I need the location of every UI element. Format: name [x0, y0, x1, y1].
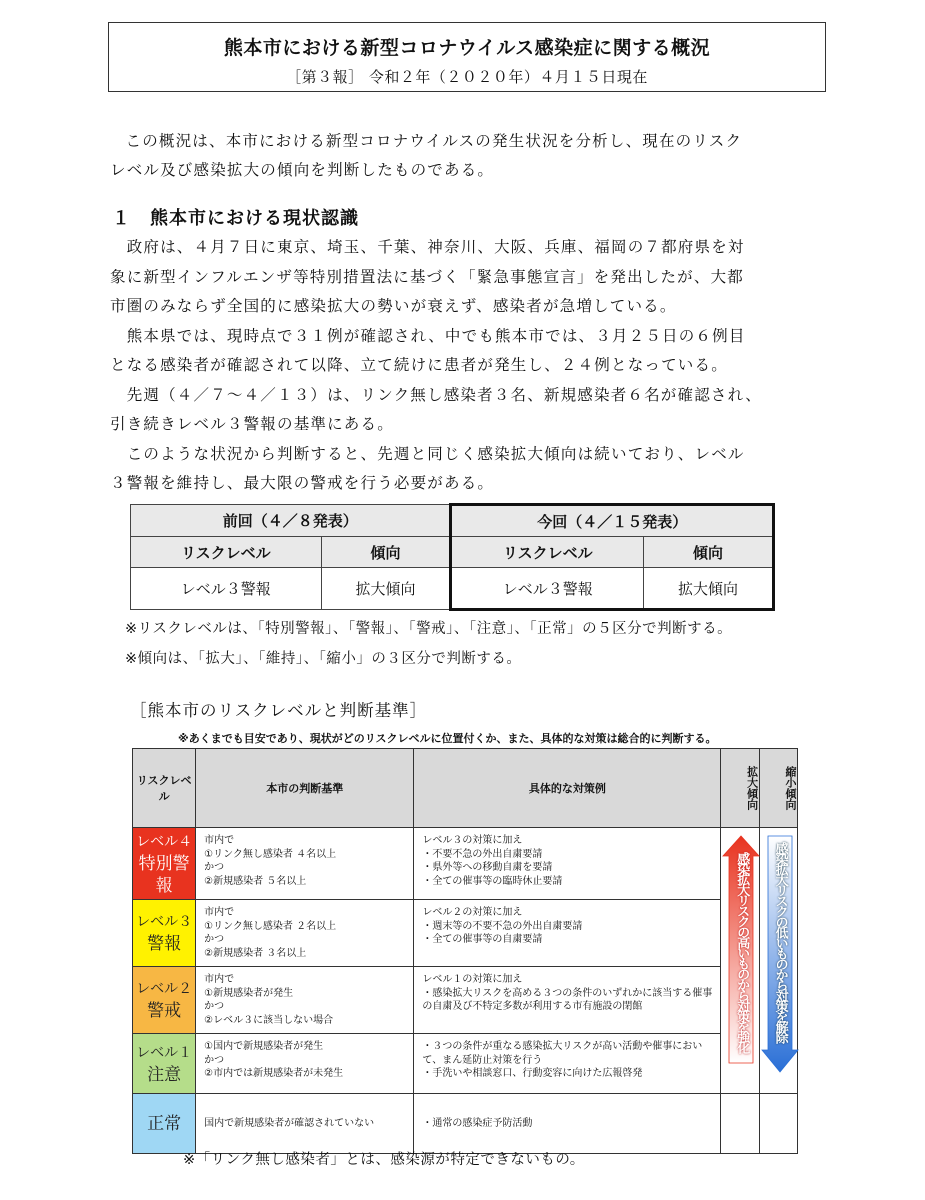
level2-name: 警戒 — [147, 1001, 182, 1021]
criteria-line: ②新規感染者 ５名以上 — [204, 875, 307, 887]
curr-header: 今回（４／１５発表） — [451, 505, 774, 537]
level3-criteria — [196, 900, 414, 967]
level3-name: 警報 — [147, 934, 182, 954]
risk-col-shrink: 縮小傾向 — [759, 749, 797, 828]
section1-line: 象に新型インフルエンザ等特別措置法に基づく「緊急事態宣言」を発出したが、大都 — [110, 267, 744, 286]
curr-risk-value: レベル３警報 — [451, 568, 644, 610]
title-box — [108, 22, 826, 92]
level2-number: レベル２ — [136, 981, 193, 997]
measure-line: レベル２の対策に加え — [422, 907, 523, 918]
level4-number: レベル４ — [136, 833, 193, 850]
level3-measures — [414, 900, 721, 967]
criteria-line: ②レベル３に該当しない場合 — [204, 1014, 334, 1026]
level1-criteria — [196, 1034, 414, 1094]
level2-cell — [133, 967, 196, 1034]
criteria-line: 市内で — [204, 974, 235, 985]
measure-line: ・週末等の不要不急の外出自粛要請 — [422, 920, 583, 932]
level1-name: 注意 — [147, 1064, 182, 1085]
normal-name: 正常 — [147, 1113, 182, 1134]
section1-line: 市圏のみならず全国的に感染拡大の勢いが衰えず、感染者が急増している。 — [110, 297, 677, 315]
section1-line: ３警報を維持し、最大限の警戒を行う必要がある。 — [110, 474, 495, 492]
measure-line: ・通常の感染症予防活動 — [422, 1117, 533, 1129]
risk-col-level: リスクレベル — [133, 749, 196, 828]
risk-col-criteria: 本市の判断基準 — [196, 749, 414, 828]
measure-line: ・全ての催事等の自粛要請 — [422, 934, 543, 945]
prev-col-trend: 傾向 — [321, 537, 451, 568]
criteria-line: ①リンク無し感染者 ４名以上 — [204, 848, 337, 860]
level1-cell — [133, 1034, 196, 1094]
criteria-line: ①リンク無し感染者 ２名以上 — [204, 920, 337, 932]
section1-body — [110, 233, 830, 499]
note-risk-level: ※リスクレベルは、「特別警報」、「警報」、「警戒」、「注意」、「正常」の５区分で判断する。 — [125, 621, 733, 637]
level3-cell — [133, 900, 196, 967]
intro-line: レベル及び感染拡大の傾向を判断したものである。 — [110, 161, 495, 179]
document-subtitle: ［第３報］ 令和２年（２０２０年）４月１５日現在 — [286, 68, 648, 86]
level1-measures — [414, 1034, 721, 1094]
measure-line: ・３つの条件が重なる感染拡大リスクが高い活動や催事におい — [422, 1041, 703, 1052]
risk-level-table — [132, 748, 798, 1154]
risk-col-expand: 拡大傾向 — [721, 749, 759, 828]
note-trend: ※傾向は、「拡大」、「維持」、「縮小」の３区分で判断する。 — [125, 651, 522, 667]
measure-line: ・県外等への移動自粛を要請 — [422, 862, 553, 873]
normal-measures — [414, 1094, 721, 1154]
criteria-line: かつ — [204, 1001, 225, 1012]
section1-line: 引き続きレベル３警報の基準にある。 — [110, 415, 394, 433]
expand-arrow-text: 感染拡大リスクの高いものから対策を強化 — [734, 852, 750, 1052]
section1-line: 熊本県では、現時点で３１例が確認され、中でも熊本市では、３月２５日の６例目 — [110, 326, 746, 345]
normal-cell — [133, 1094, 196, 1154]
section1-line: 政府は、４月７日に東京、埼玉、千葉、神奈川、大阪、兵庫、福岡の７都府県を対 — [110, 238, 745, 256]
document-title: 熊本市における新型コロナウイルス感染症に関する概況 — [223, 37, 711, 59]
level4-name: 特別警報 — [138, 853, 190, 896]
summary-table — [130, 503, 775, 611]
level4-cell — [133, 828, 196, 900]
shrink-empty-cell — [759, 1094, 797, 1154]
criteria-line: ①国内で新規感染者が発生 — [204, 1041, 324, 1052]
measure-line: レベル１の対策に加え — [422, 974, 523, 985]
criteria-line: かつ — [204, 934, 225, 945]
intro-line: この概況は、本市における新型コロナウイルスの発生状況を分析し、現在のリスク — [125, 132, 743, 150]
shrink-arrow-cell — [759, 828, 797, 1094]
measure-line: レベル３の対策に加え — [422, 835, 523, 846]
measure-line: ・全ての催事等の臨時休止要請 — [422, 875, 563, 887]
level2-measures — [414, 967, 721, 1034]
section2-heading: ［熊本市のリスクレベルと判断基準］ — [130, 701, 428, 720]
criteria-line: 市内で — [204, 907, 235, 918]
level4-criteria — [196, 828, 414, 900]
measure-line: て、まん延防止対策を行う — [422, 1054, 543, 1066]
level3-number: レベル３ — [136, 914, 193, 930]
measure-line: の自粛及び不特定多数が利用する市有施設の閉館 — [422, 1001, 643, 1012]
measure-line: ・不要不急の外出自粛要請 — [422, 848, 543, 860]
curr-col-trend: 傾向 — [644, 537, 774, 568]
level4-measures — [414, 828, 721, 900]
expand-arrow-cell — [721, 828, 759, 1094]
intro-paragraph — [110, 127, 830, 185]
normal-criteria — [196, 1094, 414, 1154]
criteria-line: ②新規感染者 ３名以上 — [204, 947, 307, 959]
criteria-line: かつ — [204, 1054, 225, 1066]
risk-col-measures: 具体的な対策例 — [414, 749, 721, 828]
curr-trend-value: 拡大傾向 — [644, 568, 774, 610]
prev-header: 前回（４／８発表） — [131, 505, 451, 537]
measure-line: ・感染拡大リスクを高める３つの条件のいずれかに該当する催事 — [422, 987, 713, 999]
criteria-line: かつ — [204, 862, 225, 873]
criteria-line: ②市内では新規感染者が未発生 — [204, 1068, 344, 1079]
criteria-line: ①新規感染者が発生 — [204, 987, 294, 999]
prev-col-risk: リスクレベル — [131, 537, 322, 568]
prev-risk-value: レベル３警報 — [131, 568, 322, 610]
criteria-line: 国内で新規感染者が確認されていない — [204, 1117, 375, 1129]
shrink-arrow-text: 感染拡大リスクの低いものから対策を解除 — [772, 842, 788, 1042]
section1-heading: １ 熊本市における現状認識 — [112, 208, 359, 229]
level1-number: レベル１ — [136, 1044, 193, 1061]
section1-line: となる感染者が確認されて以降、立て続けに患者が発生し、２４例となっている。 — [110, 356, 728, 374]
section1-line: 先週（４／７～４／１３）は、リンク無し感染者３名、新規感染者６名が確認され、 — [110, 385, 762, 404]
expand-empty-cell — [721, 1094, 759, 1154]
section2-note: ※あくまでも目安であり、現状がどのリスクレベルに位置付くか、また、具体的な対策は総合的に判断する。 — [178, 732, 717, 745]
measure-line: ・手洗いや相談窓口、行動変容に向けた広報啓発 — [422, 1068, 643, 1079]
section1-line: このような状況から判断すると、先週と同じく感染拡大傾向は続いており、レベル — [110, 444, 745, 463]
prev-trend-value: 拡大傾向 — [321, 568, 451, 610]
criteria-line: 市内で — [204, 835, 235, 846]
level2-criteria — [196, 967, 414, 1034]
footnote: ※「リンク無し感染者」とは、感染源が特定できないもの。 — [183, 1152, 585, 1168]
curr-col-risk: リスクレベル — [451, 537, 644, 568]
